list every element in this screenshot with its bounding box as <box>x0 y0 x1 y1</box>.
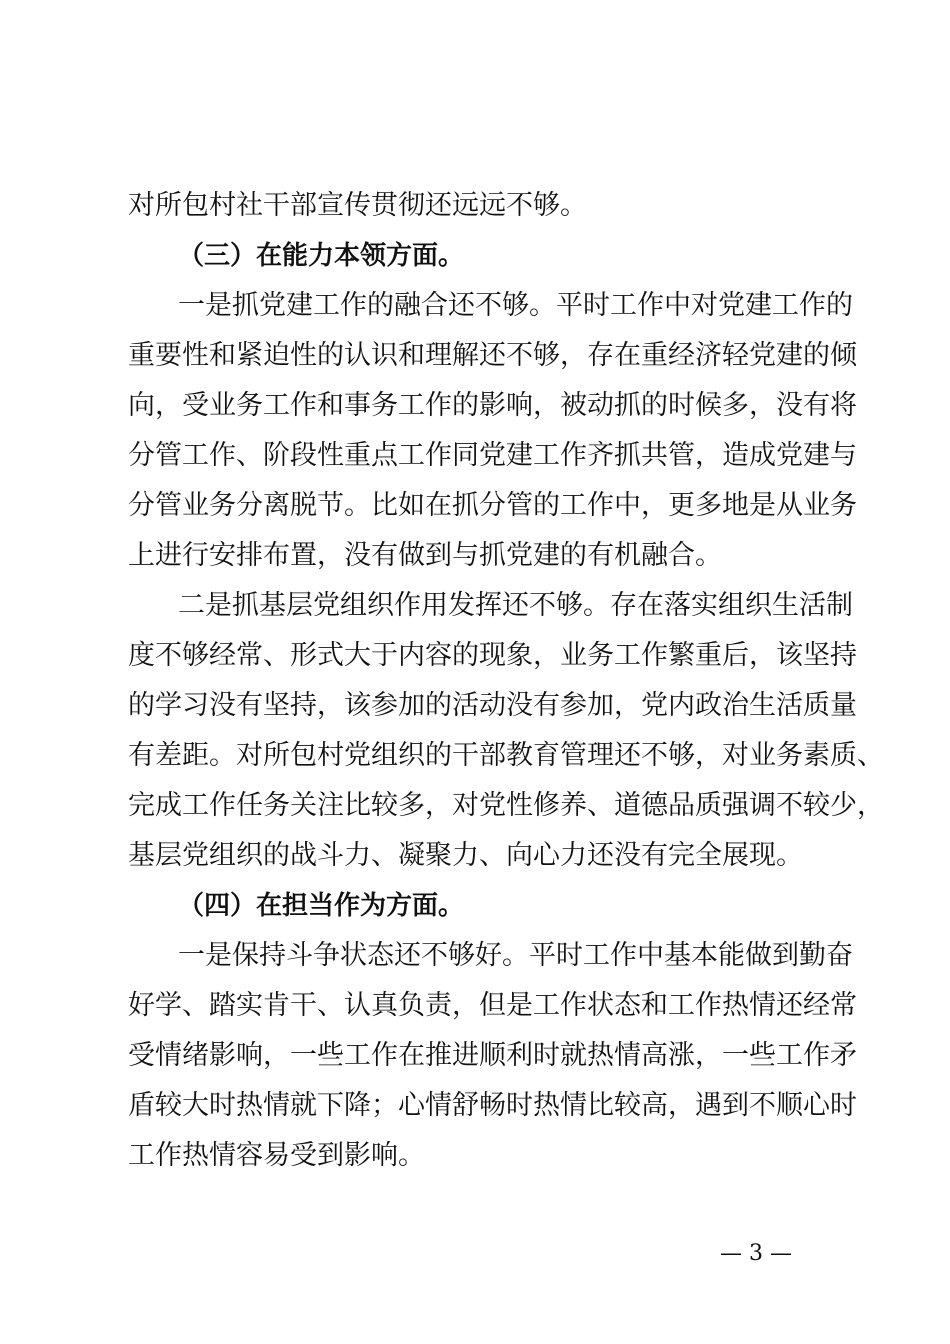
page-number: — 3 — <box>720 1241 792 1266</box>
body-text-line: 受情绪影响，一些工作在推进顺利时就热情高涨，一些工作矛 <box>128 1040 857 1071</box>
body-text-line: 分管业务分离脱节。比如在抓分管的工作中，更多地是从业务 <box>128 490 857 521</box>
body-text-line: 完成工作任务关注比较多，对党性修养、道德品质强调不较少， <box>128 790 884 821</box>
paragraph-start-line: 二是抓基层党组织作用发挥还不够。存在落实组织生活制 <box>178 590 853 621</box>
body-text-line: 工作热情容易受到影响。 <box>128 1140 425 1171</box>
paragraph-start-line: 一是抓党建工作的融合还不够。平时工作中对党建工作的 <box>178 290 853 321</box>
body-text-line: 好学、踏实肯干、认真负责，但是工作状态和工作热情还经常 <box>128 990 857 1021</box>
body-text-line: 分管工作、阶段性重点工作同党建工作齐抓共管，造成党建与 <box>128 440 857 471</box>
section-heading-3: （三）在能力本领方面。 <box>178 241 465 271</box>
body-text-line: 对所包村社干部宣传贯彻还远远不够。 <box>128 190 587 221</box>
section-heading-4: （四）在担当作为方面。 <box>178 891 465 921</box>
body-text-line: 上进行安排布置，没有做到与抓党建的有机融合。 <box>128 540 722 571</box>
body-text-line: 度不够经常、形式大于内容的现象，业务工作繁重后，该坚持 <box>128 640 857 671</box>
body-text-line: 的学习没有坚持，该参加的活动没有参加，党内政治生活质量 <box>128 690 857 721</box>
body-text-line: 重要性和紧迫性的认识和理解还不够，存在重经济轻党建的倾 <box>128 340 857 371</box>
body-text-line: 有差距。对所包村党组织的干部教育管理还不够，对业务素质、 <box>128 740 884 771</box>
body-text-line: 盾较大时热情就下降；心情舒畅时热情比较高，遇到不顺心时 <box>128 1090 857 1121</box>
body-text-line: 向，受业务工作和事务工作的影响，被动抓的时候多，没有将 <box>128 390 857 421</box>
body-text-line: 基层党组织的战斗力、凝聚力、向心力还没有完全展现。 <box>128 840 803 871</box>
paragraph-start-line: 一是保持斗争状态还不够好。平时工作中基本能做到勤奋 <box>178 940 853 971</box>
